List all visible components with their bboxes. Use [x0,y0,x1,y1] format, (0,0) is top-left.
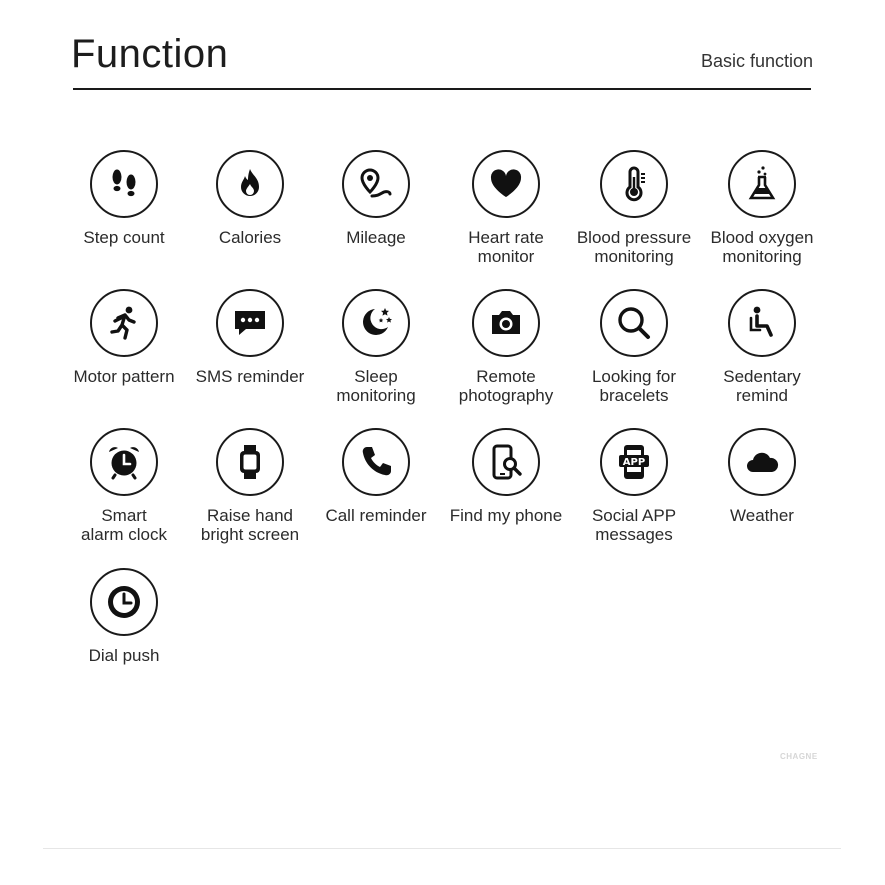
phone-search-icon [472,428,540,496]
feature-label: Looking for bracelets [591,367,677,405]
feature-blood-pressure [570,150,698,266]
feature-label: Remote photography [458,367,554,405]
feature-motor-pattern [60,289,188,386]
feature-remote-photography [442,289,570,405]
thermometer-icon [600,150,668,218]
page-title: Function [71,32,229,76]
chat-bubble-icon [216,289,284,357]
footer-divider [43,848,841,849]
feature-social-app [570,428,698,544]
page-subtitle: Basic function [700,51,813,71]
feature-label: Social APP messages [591,506,677,544]
app-icon [600,428,668,496]
feature-label: Find my phone [449,506,563,525]
feature-label: Sedentary remind [723,367,801,405]
feature-call-reminder [312,428,440,525]
svg-text:APP: APP [622,457,646,468]
watermark: CHAGNE [780,752,818,761]
search-icon [600,289,668,357]
moon-stars-icon [342,289,410,357]
header-divider [73,88,811,90]
feature-looking-for-bracelets [570,289,698,405]
location-route-icon [342,150,410,218]
feature-label: Mileage [346,228,406,247]
footsteps-icon [90,150,158,218]
feature-label: Motor pattern [73,367,175,386]
feature-calories [186,150,314,247]
feature-step-count [60,150,188,247]
alarm-clock-icon [90,428,158,496]
runner-icon [90,289,158,357]
smartwatch-icon [216,428,284,496]
feature-label: Heart rate monitor [468,228,544,266]
feature-label: SMS reminder [195,367,305,386]
feature-label: Step count [83,228,165,247]
feature-label: Call reminder [325,506,427,525]
feature-label: Weather [730,506,794,525]
feature-label: Dial push [88,646,160,665]
feature-smart-alarm [60,428,188,544]
feature-label: Blood oxygen monitoring [710,228,814,266]
heart-icon [472,150,540,218]
feature-weather [698,428,826,525]
feature-label: Blood pressure monitoring [576,228,692,266]
feature-label: Raise hand bright screen [200,506,300,544]
feature-find-phone [442,428,570,525]
cloud-icon [728,428,796,496]
feature-sedentary-remind [698,289,826,405]
feature-heart-rate [442,150,570,266]
phone-icon [342,428,410,496]
flame-icon [216,150,284,218]
feature-dial-push [60,568,188,665]
feature-blood-oxygen [698,150,826,266]
feature-label: Smart alarm clock [81,506,167,544]
flask-icon [728,150,796,218]
feature-raise-hand [186,428,314,544]
feature-label: Sleep monitoring [336,367,416,405]
feature-sms-reminder [186,289,314,386]
seated-person-icon [728,289,796,357]
feature-mileage [312,150,440,247]
clock-icon [90,568,158,636]
camera-icon [472,289,540,357]
feature-label: Calories [218,228,282,247]
feature-sleep [312,289,440,405]
